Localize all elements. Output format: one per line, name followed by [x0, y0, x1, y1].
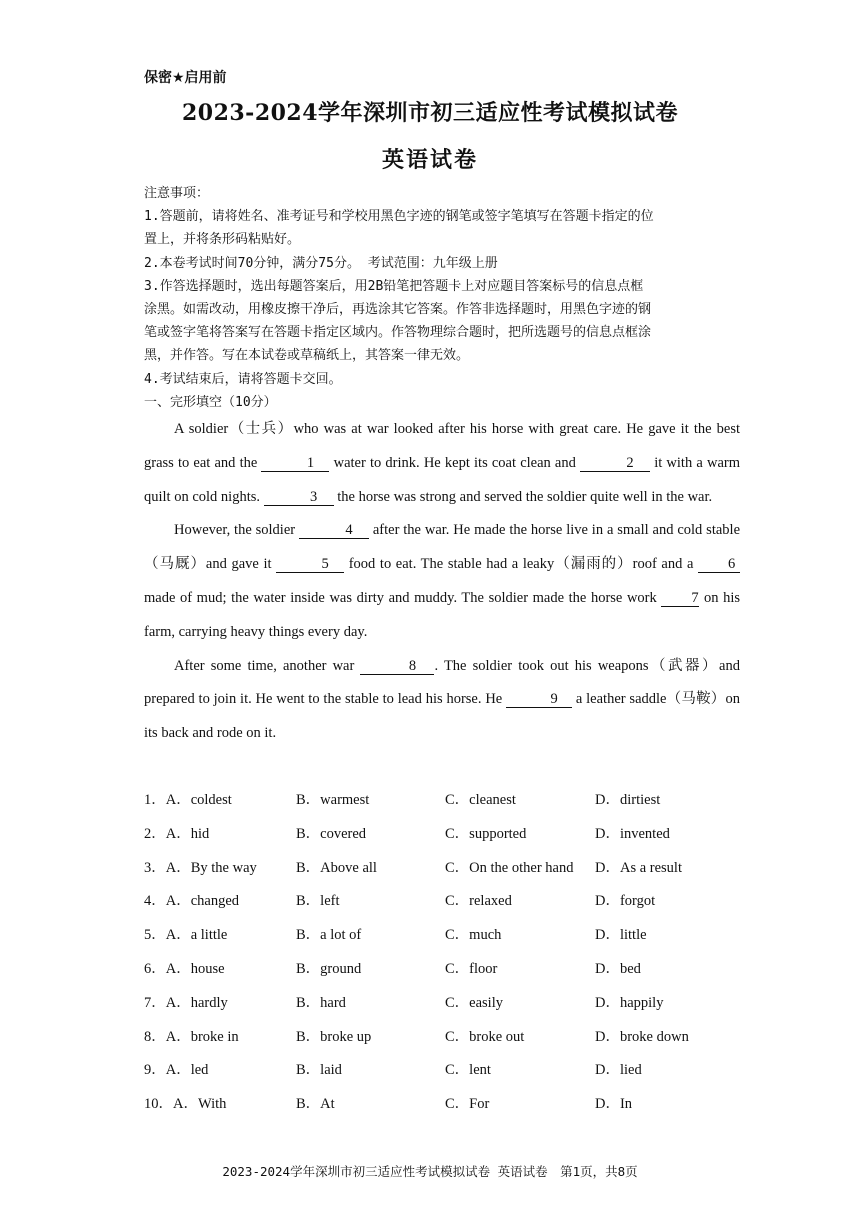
option-b: B．broke up	[296, 1028, 372, 1045]
option-d: D．As a result	[595, 859, 682, 876]
option-a: 8．A．broke in	[144, 1028, 239, 1045]
passage-text: made of mud; the water inside was dirty and muddy. The soldier made the horse work	[144, 589, 662, 606]
option-b: B．laid	[296, 1062, 342, 1079]
option-b: B．covered	[296, 825, 367, 842]
question-row	[144, 814, 764, 848]
exam-notes	[144, 182, 744, 414]
option-a: 2．A．hid	[144, 825, 210, 842]
passage-text: a leather saddle（马鞍）on its back and rode on it.	[144, 691, 741, 742]
option-c: C．relaxed	[445, 893, 512, 910]
option-b: B．hard	[296, 994, 346, 1011]
question-row	[144, 848, 764, 882]
passage-text: the horse was strong and served the soldier quite well in the war.	[333, 488, 713, 505]
blank-2: 2	[580, 455, 650, 472]
option-d: D．In	[595, 1096, 633, 1113]
question-row	[144, 949, 764, 983]
option-a: 4．A．changed	[144, 893, 240, 910]
notes-line: 1.答题前，请将姓名、准考证号和学校用黑色字迹的钢笔或签字笔填写在答题卡指定的位	[144, 209, 654, 225]
option-d: D．dirtiest	[595, 792, 661, 808]
blank-9: 9	[506, 691, 572, 708]
option-c: C．broke out	[445, 1028, 525, 1045]
option-b: B．Above all	[296, 859, 377, 876]
question-row	[144, 1084, 764, 1118]
option-c: C．cleanest	[445, 792, 516, 808]
section-heading: 一、完形填空（10分）	[144, 394, 277, 410]
option-d: D．little	[595, 927, 647, 944]
question-row	[144, 780, 764, 814]
notes-line: 4.考试结束后，请将答题卡交回。	[144, 371, 342, 387]
question-row	[144, 983, 764, 1017]
question-row	[144, 881, 764, 915]
passage-paragraph	[144, 650, 740, 751]
option-d: D．invented	[595, 825, 670, 842]
passage-text: food to eat. The stable had a leaky（漏雨的）roof and a	[344, 556, 698, 573]
cloze-passage	[144, 413, 740, 751]
option-b: B．warmest	[296, 792, 370, 808]
option-b: B．ground	[296, 960, 362, 977]
exam-title: 2023-2024学年深圳市初三适应性考试模拟试卷	[181, 100, 679, 126]
option-c: C．easily	[445, 994, 503, 1011]
passage-paragraph	[144, 413, 740, 514]
notes-line: 笔或签字笔将答案写在答题卡指定区域内。作答物理综合题时，把所选题号的信息点框涂	[144, 325, 652, 341]
option-c: C．floor	[445, 960, 498, 977]
notes-line: 涂黑。如需改动，用橡皮擦干净后，再选涂其它答案。作答非选择题时，用黑色字迹的钢	[144, 302, 652, 318]
blank-4: 4	[299, 522, 369, 539]
passage-text: it with a warm quilt on cold nights.	[144, 454, 740, 505]
blank-3: 3	[264, 489, 334, 506]
option-d: D．bed	[595, 960, 641, 977]
option-c: C．For	[445, 1096, 490, 1113]
option-b: B．a lot of	[296, 927, 362, 944]
passage-text: After some time, another war	[174, 657, 361, 674]
exam-subtitle: 英语试卷	[381, 147, 478, 173]
option-a: 7．A．hardly	[144, 994, 228, 1011]
question-row	[144, 1017, 764, 1051]
passage-text: A soldier（士兵）who was at war looked after his horse with great care. He gave it the best grass to eat and the	[144, 421, 740, 471]
question-row	[144, 1050, 764, 1084]
blank-5: 5	[276, 556, 344, 573]
passage-text: after the war. He made the horse live in a small and cold stable（马厩）and gave it	[144, 522, 740, 573]
option-d: D．broke down	[595, 1028, 689, 1045]
answer-options	[144, 780, 764, 1118]
passage-text: on his farm, carrying heavy things every day.	[144, 589, 740, 640]
option-d: D．forgot	[595, 893, 656, 910]
option-b: B．left	[296, 893, 340, 910]
option-c: C．lent	[445, 1062, 491, 1079]
notes-line: 黑，并作答。写在本试卷或草稿纸上，其答案一律无效。	[144, 348, 470, 364]
option-d: D．happily	[595, 994, 664, 1011]
option-b: B．At	[296, 1096, 335, 1113]
option-a: 1．A．coldest	[144, 792, 232, 808]
notes-heading: 注意事项：	[144, 186, 210, 201]
notes-line: 3.作答选择题时，选出每题答案后，用2B铅笔把答题卡上对应题目答案标号的信息点框	[144, 278, 644, 294]
blank-8: 8	[360, 658, 434, 675]
option-c: C．On the other hand	[445, 859, 574, 876]
question-row	[144, 915, 764, 949]
passage-text: water to drink. He kept its coat clean and	[329, 454, 581, 471]
option-a: 6．A．house	[144, 960, 225, 977]
option-a: 3．A．By the way	[144, 859, 257, 876]
confidential-label: 保密★启用前	[144, 70, 227, 86]
notes-line: 2.本卷考试时间70分钟，满分75分。 考试范围：九年级上册	[144, 255, 498, 271]
passage-paragraph	[144, 514, 740, 649]
option-d: D．lied	[595, 1062, 642, 1079]
blank-7: 7	[661, 590, 699, 607]
option-c: C．supported	[445, 825, 527, 842]
passage-text: However, the soldier	[174, 522, 299, 539]
passage-text: . The soldier took out his weapons（武器）and prepared to join it. He went to the stable to lead his horse. He	[144, 657, 740, 708]
blank-6: 6	[698, 556, 740, 573]
option-a: 10．A．With	[144, 1096, 227, 1113]
notes-line: 置上，并将条形码粘贴好。	[144, 232, 301, 248]
blank-1: 1	[261, 455, 329, 472]
option-c: C．much	[445, 927, 502, 944]
option-a: 9．A．led	[144, 1062, 209, 1079]
page-footer: 2023-2024学年深圳市初三适应性考试模拟试卷 英语试卷 第1页，共8页	[222, 1164, 638, 1179]
option-a: 5．A．a little	[144, 927, 228, 944]
